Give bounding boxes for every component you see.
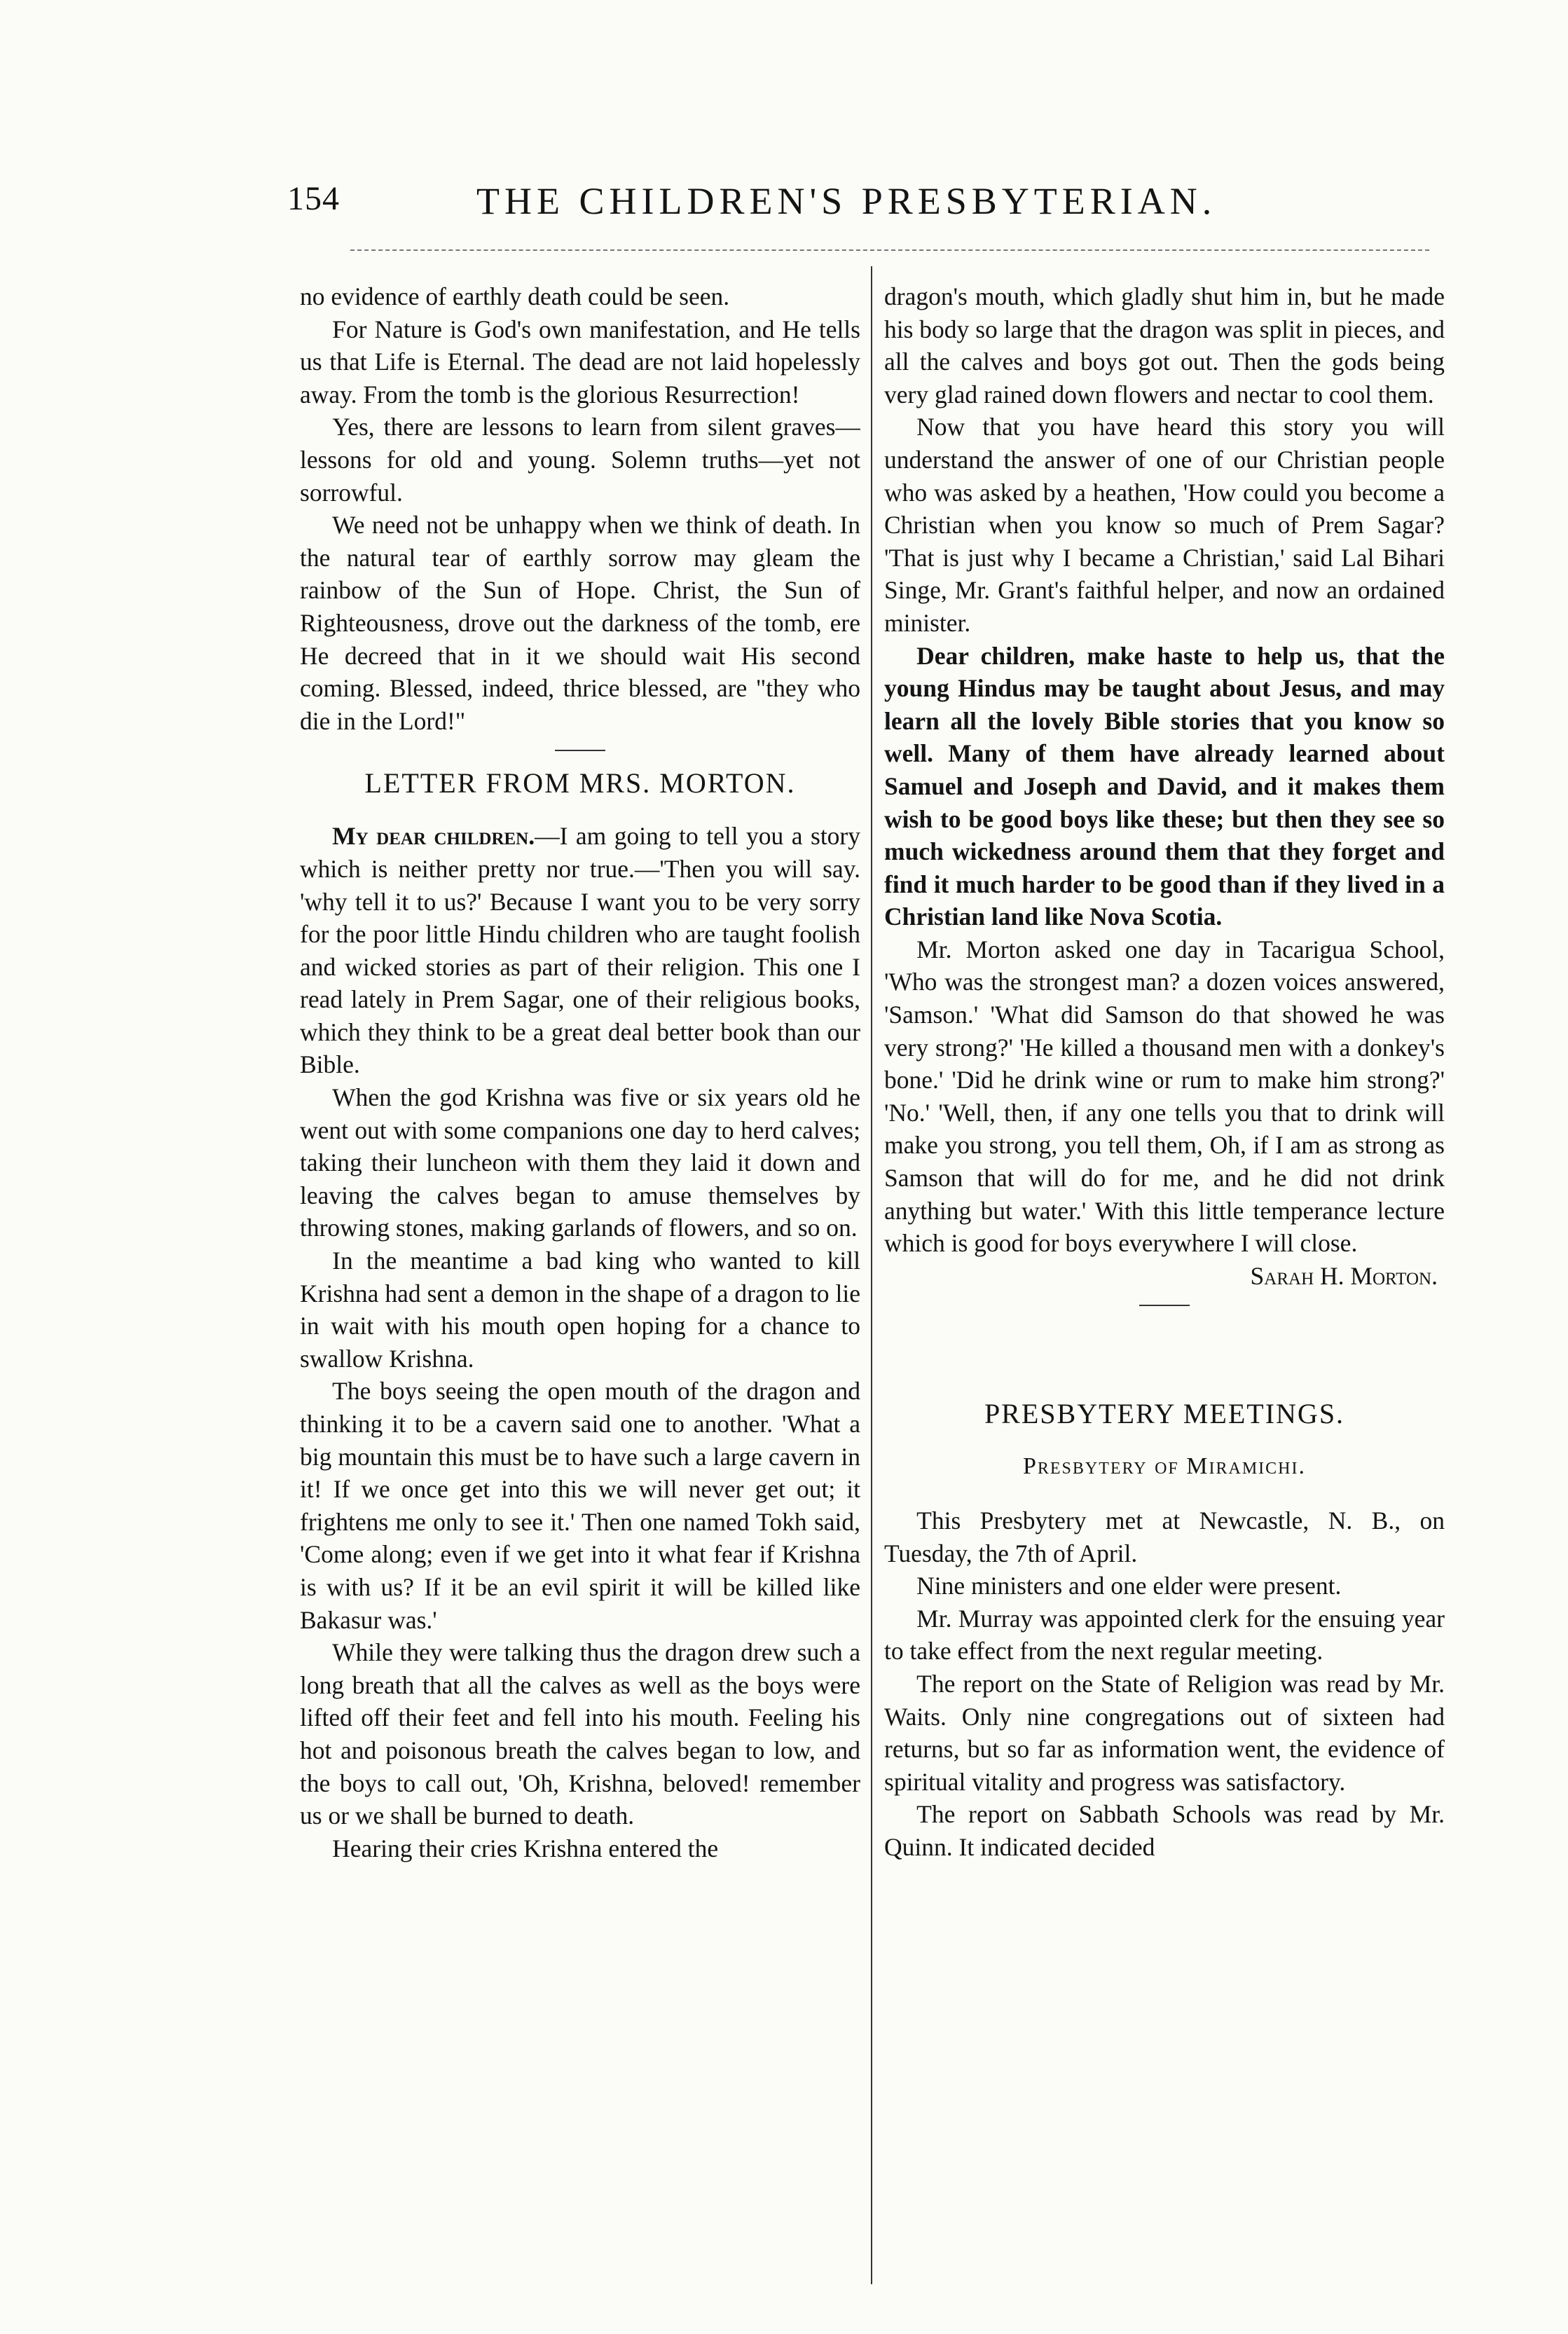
running-title: THE CHILDREN'S PRESBYTERIAN. [476, 180, 1217, 222]
salutation: My dear children. [332, 822, 535, 851]
paragraph: Now that you have heard this story you will understand the answer of one of our Christian people who was asked by a heathen, 'How could you become a Christian when you know so much of Prem Sagar? 'That is just why I became a Christian,' said Lal Bihari Singe, Mr. Grant's faithful helper, and now an ordained minister. [884, 413, 1445, 637]
letter-opening-text: —I am going to tell you a story which is neither pretty nor true.—'Then you will say. 'why tell it to us?' Because I want you to be very sorry for the poor little Hindu children who are taught foolish and wicked stories as part of their religion. This one I read lately in Prem Sagar, one of their religious books, which they think to be a great deal better book than our Bible. [300, 822, 860, 1079]
column-divider [871, 266, 872, 2284]
letter-opening [300, 820, 860, 1081]
paragraph: Yes, there are lessons to learn from silent graves—lessons for old and young. Solemn truths—yet not sorrowful. [300, 413, 860, 507]
paragraph: Mr. Morton asked one day in Tacarigua School, 'Who was the strongest man? a dozen voices answered, 'Samson.' 'What did Samson do that showed he was very strong?' 'He killed a thousand men with a donkey's bone.' 'Did he drink wine or rum to make him strong?' 'No.' 'Well, then, if any one tells you that to drink will make you strong, you tell them, Oh, if I am as strong as Samson that will do for me, and he did not drink anything but water.' With this little temperance lecture which is good for boys everywhere I will close. [884, 935, 1445, 1258]
right-column [884, 280, 1445, 2284]
paragraph: dragon's mouth, which gladly shut him in, but he made his body so large that the dragon was split in pieces, and all the calves and boys got out. Then the gods being very glad rained down flowers and nectar to cool them. [884, 282, 1445, 409]
header-rule [350, 249, 1429, 251]
paragraph: This Presbytery met at Newcastle, N. B., on Tuesday, the 7th of April. [884, 1506, 1445, 1567]
left-column [300, 280, 860, 2284]
paragraph: Mr. Murray was appointed clerk for the ensuing year to take effect from the next regular meeting. [884, 1604, 1445, 1666]
paragraph: In the meantime a bad king who wanted to kill Krishna had sent a demon in the shape of a dragon to lie in wait with his mouth open hoping for a chance to swallow Krishna. [300, 1247, 860, 1373]
paragraph: For Nature is God's own manifestation, and He tells us that Life is Eternal. The dead are not laid hopelessly away. From the tomb is the glorious Resurrection! [300, 315, 860, 409]
paragraph: no evidence of earthly death could be seen. [300, 282, 730, 310]
paragraph: The report on the State of Religion was read by Mr. Waits. Only nine congregations out of sixteen had returns, but so far as information went, the evidence of spiritual vitality and progress was satisfactory. [884, 1669, 1445, 1796]
paragraph: The report on Sabbath Schools was read by Mr. Quinn. It indicated decided [884, 1800, 1445, 1861]
paragraph: We need not be unhappy when we think of death. In the natural tear of earthly sorrow may gleam the rainbow of the Sun of Hope. Christ, the Sun of Righteousness, drove out the darkness of the tomb, ere He decreed that in it we should wait His second coming. Blessed, indeed, thrice blessed, are "they who die in the Lord!" [300, 511, 860, 735]
paragraph: When the god Krishna was five or six years old he went out with some companions one day to herd calves; taking their luncheon with them they laid it down and leaving the calves began to amuse themselves by throwing stones, making garlands of flowers, and so on. [300, 1083, 860, 1242]
presbytery-subheading: Presbytery of Miramichi. [1022, 1453, 1306, 1480]
presbytery-heading: PRESBYTERY MEETINGS. [984, 1398, 1345, 1430]
spacer [884, 1314, 1445, 1382]
signature: Sarah H. Morton. [1250, 1261, 1438, 1290]
page-header [287, 179, 1436, 235]
paragraph: Hearing their cries Krishna entered the [332, 1834, 719, 1862]
paragraph: While they were talking thus the dragon drew such a long breath that all the calves as well as the boys were lifted off their feet and fell into his mouth. Feeling his hot and poisonous breath the calves began to low, and the boys to call out, 'Oh, Krishna, beloved! remember us or we shall be burned to death. [300, 1638, 860, 1830]
paragraph: Dear children, make haste to help us, that the young Hindus may be taught about Jesus, and may learn all the lovely Bible stories that you know so well. Many of them have already learned about Samuel and Joseph and David, and it makes them wish to be good boys like these; but then they see so much wickedness around them that they forget and find it much harder to be good than if they lived in a Christian land like Nova Scotia. [884, 641, 1445, 931]
letter-heading: LETTER FROM MRS. MORTON. [364, 767, 796, 799]
paragraph: Nine ministers and one elder were present. [916, 1572, 1342, 1600]
paragraph: The boys seeing the open mouth of the dragon and thinking it to be a cavern said one to another. 'What a big mountain this must be to have such a large cavern in it! If we once get into this we will never get out; it frightens me only to see it.' Then one named Tokh said, 'Come along; even if we get into it what fear if Krishna is with us? If it be an evil spirit it will be killed like Bakasur was.' [300, 1377, 860, 1634]
section-rule [1139, 1305, 1190, 1306]
section-rule [555, 750, 605, 751]
page-number: 154 [287, 180, 340, 217]
